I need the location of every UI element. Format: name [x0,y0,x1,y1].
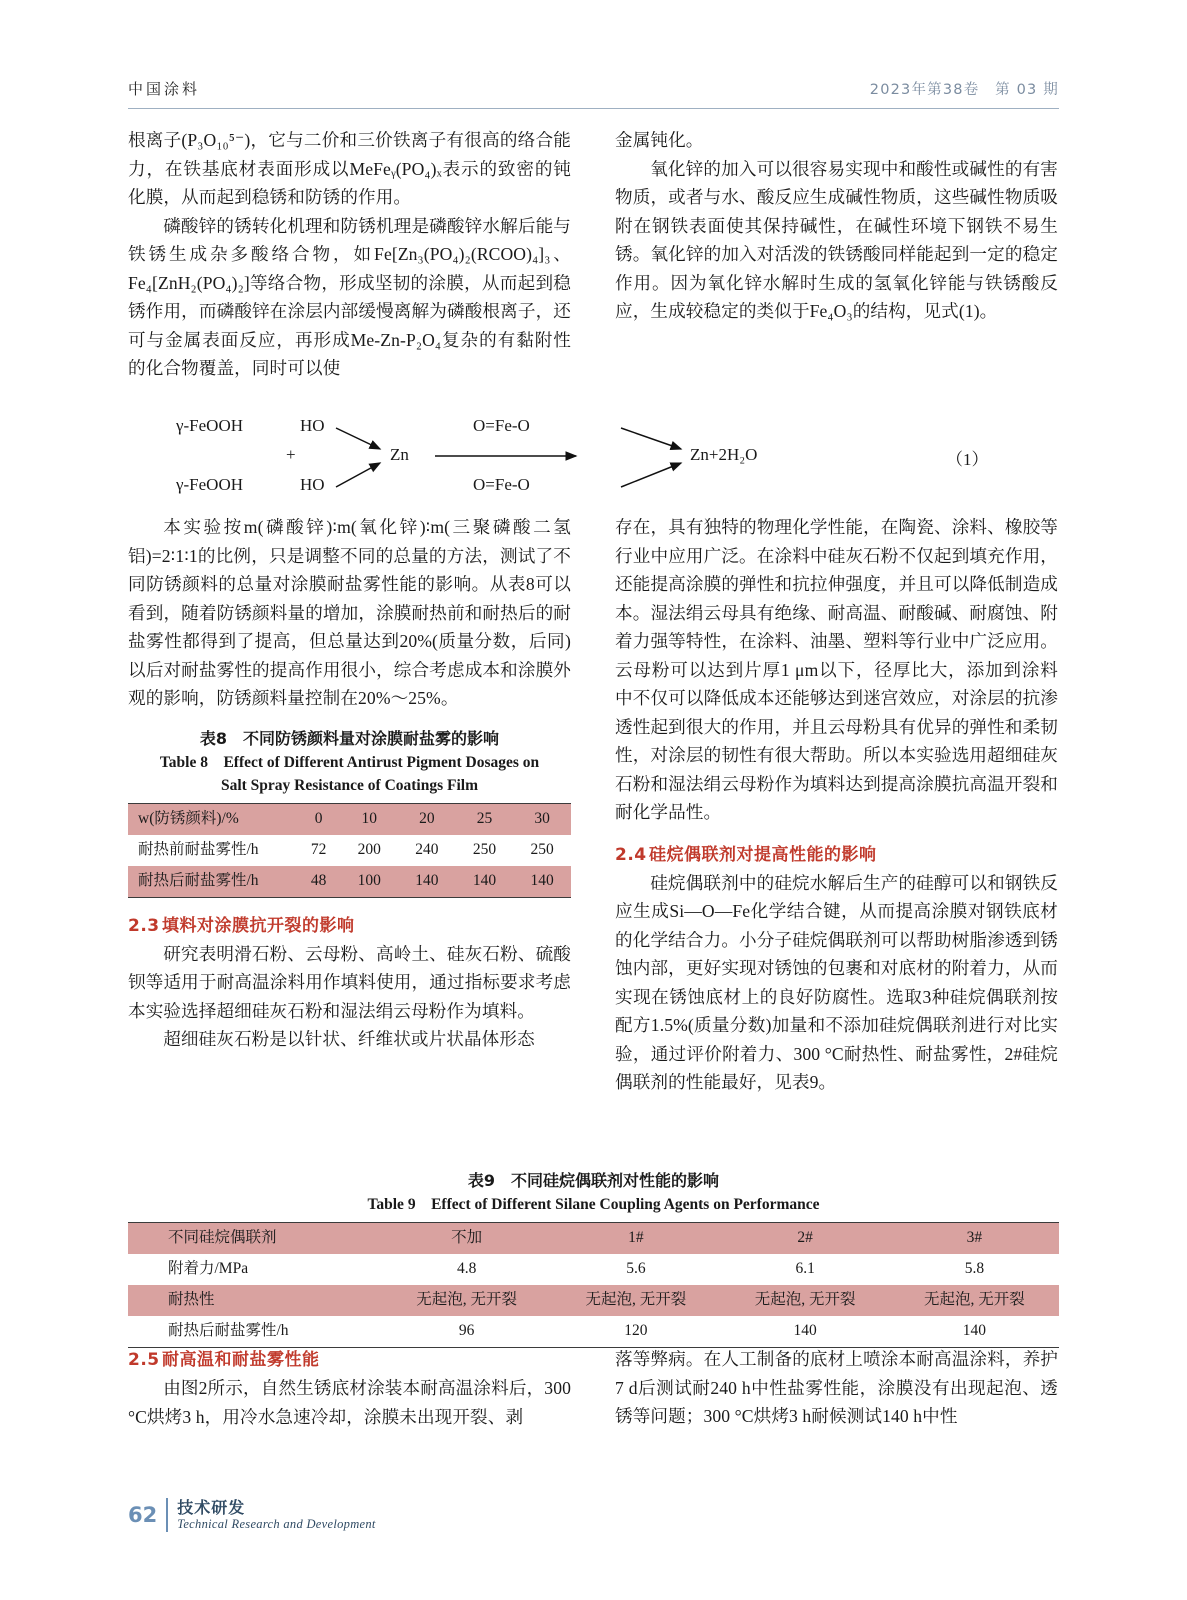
table-cell: 100 [340,866,398,897]
paragraph: 金属钝化。 [615,130,704,150]
table-row [128,866,571,897]
table-cell: 140 [513,866,571,897]
section-number: 2.3 [128,915,160,936]
paragraph: 根离子(P₃O₁₀⁵⁻)，它与二价和三价铁离子有很高的络合能力，在铁基底材表面形成以MeFeᵧ(PO₄)ₓ表示的致密的钝化膜，从而起到稳锈和防锈的作用。 [128,130,571,207]
section-number: 2.4 [615,844,647,865]
table-row [128,835,571,866]
table8-caption-en-line1: Table 8 Effect of Different Antirust Pigment Dosages on [159,753,540,771]
table-row [128,1285,1059,1316]
footer-label-cn: 技术研发 [177,1497,246,1517]
table9-block [128,1155,1059,1348]
table8 [128,803,571,898]
table-row [128,1223,1059,1254]
table-row [128,1254,1059,1285]
table8-caption-cn: 表8 不同防锈颜料量对涂膜耐盐雾的影响 [199,728,500,748]
middle-columns [128,513,1059,1097]
table-cell: w(防锈颜料)/% [128,804,297,835]
equation-ofeo-top: O=Fe-O [473,416,530,435]
equation-product: Zn+2H₂O [690,445,758,464]
section-title: 硅烷偶联剂对提高性能的影响 [649,844,877,865]
table-cell: 4.8 [456,1260,477,1278]
table-cell: 72 [310,840,327,858]
table-cell: 耐热性 [128,1285,382,1316]
table9 [128,1222,1059,1348]
section-title: 填料对涂膜抗开裂的影响 [162,915,355,936]
table-cell: 5.6 [626,1260,646,1278]
equation-plus: + [286,445,296,464]
top-columns [128,126,1059,383]
equation-ho-top: HO [300,416,325,435]
header-divider [128,108,1059,109]
table-cell: 无起泡, 无开裂 [721,1285,890,1316]
table-cell: 无起泡, 无开裂 [890,1285,1059,1316]
paragraph: 超细硅灰石粉是以针状、纤维状或片状晶体形态 [163,1029,535,1050]
table-cell: 96 [458,1322,475,1340]
section-title: 耐高温和耐盐雾性能 [162,1350,320,1370]
equation-block [128,405,1059,515]
table-cell: 20 [398,804,456,835]
table8-caption [128,727,571,798]
table-cell: 140 [456,866,514,897]
right-column-middle [615,513,1058,1097]
table-cell: 0 [297,804,340,835]
table-cell: 250 [472,840,497,858]
table-cell: 耐热前耐盐雾性/h [138,840,259,858]
page-footer [128,1498,376,1532]
table-cell: 耐热后耐盐雾性/h [168,1322,289,1340]
issue-info: 2023年第38卷 第 03 期 [869,82,1059,98]
table-cell: 140 [793,1322,817,1340]
paragraph: 本实验按m(磷酸锌)∶m(氧化锌)∶m(三聚磷酸二氢铝)=2∶1∶1的比例，只是调整不同的总量的方法，测试了不同防锈颜料的总量对涂膜耐盐雾性能的影响。从表8可以看到，随着防锈颜料量的增加，涂膜耐热前和耐热后的耐盐雾性都得到了提高，但总量达到20%(质量分数，后同)以后对耐盐雾性的提高作用很小，综合考虑成本和涂膜外观的影响，防锈颜料量控制在20%～25%。 [128,517,571,708]
table-cell: 不加 [382,1223,551,1254]
table9-caption-en: Table 9 Effect of Different Silane Coupling Agents on Performance [367,1196,820,1213]
page-header [128,78,1059,99]
table-cell: 120 [624,1322,648,1340]
table9-caption [128,1169,1059,1216]
table-cell: 耐热后耐盐雾性/h [128,866,297,897]
table-cell: 3# [890,1223,1059,1254]
equation-number: （1） [946,450,989,469]
section-number: 2.5 [128,1350,160,1370]
paragraph: 落等弊病。在人工制备的底材上喷涂本耐高温涂料，养护7 d后测试耐240 h中性盐雾性能，涂膜没有出现起泡、透锈等问题；300 °C烘烤3 h耐候测试140 h中性 [615,1349,1058,1426]
paragraph: 研究表明滑石粉、云母粉、高岭土、硅灰石粉、硫酸钡等适用于耐高温涂料用作填料使用，通过指标要求考虑本实验选择超细硅灰石粉和湿法绢云母粉作为填料。 [128,943,571,1021]
table-cell: 30 [513,804,571,835]
equation-arrows [128,405,1059,515]
table-cell: 无起泡, 无开裂 [382,1285,551,1316]
table-cell: 240 [415,840,439,858]
left-column-middle [128,513,571,1097]
equation-ofeo-bottom: O=Fe-O [473,475,530,494]
table-cell: 10 [340,804,398,835]
table-cell: 2# [721,1223,890,1254]
bottom-columns [128,1345,1059,1431]
table-cell: 140 [398,866,456,897]
page-number: 62 [128,1502,158,1527]
paragraph: 磷酸锌的锈转化机理和防锈机理是磷酸锌水解后能与铁锈生成杂多酸络合物，如Fe[Zn₃(PO₄)₂(RCOO)₄]₃、Fe₄[ZnH₂(PO₄)₂]等络合物，形成坚韧的涂膜，从而起到稳锈作用，而磷酸锌在涂层内部缓慢离解为磷酸根离子，还可与金属表面反应，再形成Me-Zn-P₂O₄复杂的有黏附性的化合物覆盖，同时可以使 [128,215,571,378]
right-column-bottom [615,1345,1058,1431]
paragraph: 由图2所示，自然生锈底材涂装本耐高温涂料后，300 °C烘烤3 h，用冷水急速冷却，涂膜未出现开裂、剥 [128,1378,571,1427]
table-row [128,804,571,835]
table-cell: 1# [551,1223,720,1254]
paragraph: 存在，具有独特的物理化学性能，在陶瓷、涂料、橡胶等行业中应用广泛。在涂料中硅灰石粉不仅起到填充作用，还能提高涂膜的弹性和抗拉伸强度，并且可以降低制造成本。湿法绢云母具有绝缘、耐高温、耐酸碱、耐腐蚀、附着力强等特性，在涂料、油墨、塑料等行业中广泛应用。云母粉可以达到片厚1 μm以下，径厚比大，添加到涂料中不仅可以降低成本还能够达到迷宫效应，对涂层的抗渗透性起到很大的作用，并且云母粉具有优异的弹性和柔韧性，对涂层的韧性有很大帮助。所以本实验选用超细硅灰石粉和湿法绢云母粉作为填料达到提高涂膜抗高温开裂和耐化学品性。 [615,517,1058,822]
equation-reactant-top: γ-FeOOH [176,416,244,435]
table9-caption-cn: 表9 不同硅烷偶联剂对性能的影响 [467,1171,720,1190]
footer-section-label [177,1498,375,1532]
equation-ho-bottom: HO [300,475,325,494]
equation-zn: Zn [390,445,409,464]
table-cell: 5.8 [964,1260,985,1278]
table-cell: 不同硅烷偶联剂 [128,1223,382,1254]
paragraph: 硅烷偶联剂中的硅烷水解后生产的硅醇可以和钢铁反应生成Si—O—Fe化学结合键，从而提高涂膜对钢铁底材的化学结合力。小分子硅烷偶联剂可以帮助树脂渗透到锈蚀内部，更好实现对锈蚀的包裹和对底材的附着力，从而实现在锈蚀底材上的良好防腐性。选取3种硅烷偶联剂按配方1.5%(质量分数)加量和不添加硅烷偶联剂进行对比实验，通过评价附着力、300 °C耐热性、耐盐雾性，2#硅烷偶联剂的性能最好，见表9。 [615,872,1058,1092]
paragraph: 氧化锌的加入可以很容易实现中和酸性或碱性的有害物质，或者与水、酸反应生成碱性物质，这些碱性物质吸附在钢铁表面使其保持碱性，在碱性环境下钢铁不易生锈。氧化锌的加入对活泼的铁锈酸同样能起到一定的稳定作用。因为氧化锌水解时生成的氢氧化锌能与铁锈酸反应，生成较稳定的类似于Fe₄O₃的结构，见式(1)。 [615,158,1058,321]
section-heading-2-5 [128,1345,571,1370]
table-cell: 6.1 [795,1260,815,1278]
equation-reactant-bottom: γ-FeOOH [176,475,244,494]
section-heading-2-3 [128,911,571,936]
table-cell: 无起泡, 无开裂 [551,1285,720,1316]
table8-caption-en-line2: Salt Spray Resistance of Coatings Film [220,776,479,794]
table-cell: 48 [297,866,340,897]
table-cell: 附着力/MPa [168,1260,249,1278]
footer-label-en: Technical Research and Development [177,1517,376,1531]
left-column-top [128,126,571,383]
left-column-bottom [128,1345,571,1431]
journal-name: 中国涂料 [128,80,201,98]
footer-divider [166,1498,168,1532]
right-column-top [615,126,1058,383]
table-cell: 140 [962,1322,986,1340]
table-cell: 250 [530,840,554,858]
equation-1 [128,405,1059,515]
section-heading-2-4 [615,840,1058,865]
table-cell: 25 [456,804,514,835]
table-row [128,1316,1059,1347]
table-cell: 200 [357,840,381,858]
